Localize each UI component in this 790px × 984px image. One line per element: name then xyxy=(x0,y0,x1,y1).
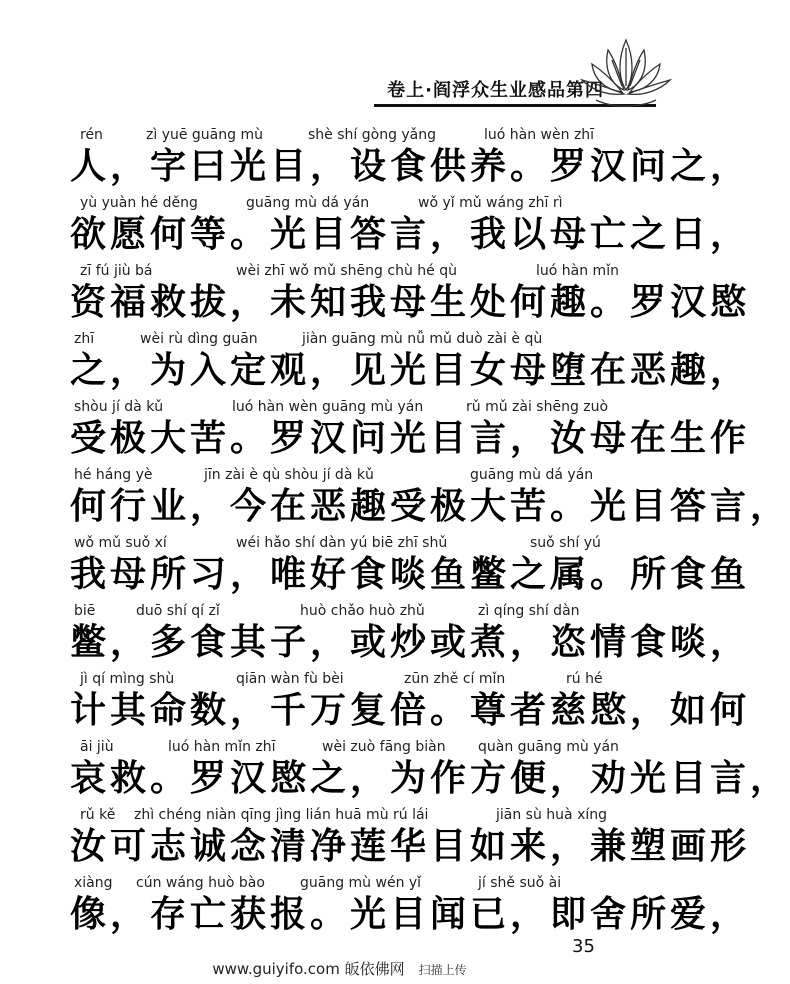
pinyin-group: hé háng yè xyxy=(74,467,153,483)
text-line xyxy=(0,601,751,669)
text-line xyxy=(0,397,751,465)
pinyin-group: wéi hǎo shí dàn yú biē zhī shǔ xyxy=(236,535,448,551)
footer-site: www.guiyifo.com 皈依佛网 xyxy=(212,960,405,978)
chapter-title: 卷上·阎浮众生业感品第四 xyxy=(387,80,604,101)
pinyin-group: wǒ mǔ suǒ xí xyxy=(74,535,167,551)
text-line xyxy=(0,193,751,261)
pinyin-group: rú hé xyxy=(566,671,603,687)
pinyin-group: guāng mù dá yán xyxy=(470,467,594,483)
pinyin-group: xiàng xyxy=(74,875,113,891)
pinyin-group: rén xyxy=(80,127,103,143)
pinyin-group: qiān wàn fù bèi xyxy=(236,671,344,687)
hanzi-line: 资福救拔，未知我母生处何趣。罗汉愍 xyxy=(70,282,751,323)
text-line xyxy=(0,329,751,397)
pinyin-group: cún wáng huò bào xyxy=(136,875,265,891)
text-line xyxy=(0,533,751,601)
pinyin-group: āi jiù xyxy=(80,739,114,755)
pinyin-group: jīn zài è qù shòu jí dà kǔ xyxy=(204,467,374,483)
pinyin-group: quàn guāng mù yán xyxy=(478,739,619,755)
pinyin-group: rǔ kě xyxy=(80,807,116,823)
pinyin-group: jiàn guāng mù nǚ mǔ duò zài è qù xyxy=(302,331,543,347)
pinyin-group: yù yuàn hé děng xyxy=(80,195,198,211)
pinyin-group: zūn zhě cí mǐn xyxy=(404,671,506,687)
hanzi-line: 何行业，今在恶趣受极大苦。光目答言， xyxy=(70,486,790,527)
pinyin-group: wèi zhī wǒ mǔ shēng chù hé qù xyxy=(236,263,457,279)
hanzi-line: 计其命数，千万复倍。尊者慈愍，如何 xyxy=(70,690,751,731)
pinyin-group: huò chǎo huò zhǔ xyxy=(300,603,425,619)
text-line xyxy=(0,873,751,941)
pinyin-group: rǔ mǔ zài shēng zuò xyxy=(466,399,609,415)
hanzi-line: 汝可志诚念清净莲华目如来，兼塑画形 xyxy=(70,826,751,867)
text-line xyxy=(0,465,790,533)
text-line xyxy=(0,261,751,329)
pinyin-group: jì qí mìng shù xyxy=(80,671,175,687)
page-header xyxy=(0,0,679,125)
text-line xyxy=(0,669,751,737)
hanzi-line: 欲愿何等。光目答言，我以母亡之日， xyxy=(70,214,751,255)
footer-upload-note: 扫描上传 xyxy=(418,963,467,977)
lotus-icon xyxy=(578,28,674,110)
pinyin-group: jiān sù huà xíng xyxy=(496,807,608,823)
hanzi-line: 鳖，多食其子，或炒或煮，恣情食啖， xyxy=(70,622,751,663)
pinyin-group: luó hàn wèn guāng mù yán xyxy=(232,399,424,415)
pinyin-group: zhī xyxy=(74,331,95,347)
text-line xyxy=(0,125,751,193)
pinyin-group: luó hàn wèn zhī xyxy=(484,127,595,143)
pinyin-group: duō shí qí zǐ xyxy=(136,603,220,619)
scripture-text xyxy=(0,125,790,941)
hanzi-line: 像，存亡获报。光目闻已，即舍所爱， xyxy=(70,894,751,935)
pinyin-group: jí shě suǒ ài xyxy=(478,875,562,891)
pinyin-group: shè shí gòng yǎng xyxy=(308,127,437,143)
hanzi-line: 哀救。罗汉愍之，为作方便，劝光目言， xyxy=(70,758,790,799)
hanzi-line: 我母所习，唯好食啖鱼鳖之属。所食鱼 xyxy=(70,554,751,595)
pinyin-group: suǒ shí yú xyxy=(530,535,601,551)
hanzi-line: 受极大苦。罗汉问光目言，汝母在生作 xyxy=(70,418,751,459)
text-line xyxy=(0,737,790,805)
pinyin-group: zhì chéng niàn qīng jìng lián huā mù rú lái xyxy=(134,807,429,823)
pinyin-group: biē xyxy=(74,603,96,619)
pinyin-group: zì qíng shí dàn xyxy=(478,603,580,619)
pinyin-group: wèi rù dìng guān xyxy=(140,331,258,347)
text-line xyxy=(0,805,751,873)
pinyin-group: zì yuē guāng mù xyxy=(146,127,263,143)
footer xyxy=(0,958,679,979)
pinyin-group: wǒ yǐ mǔ wáng zhī rì xyxy=(418,195,563,211)
hanzi-line: 之，为入定观，见光目女母堕在恶趣， xyxy=(70,350,751,391)
pinyin-group: luó hàn mǐn xyxy=(536,263,619,279)
pinyin-group: wèi zuò fāng biàn xyxy=(322,739,446,755)
hanzi-line: 人，字曰光目，设食供养。罗汉问之， xyxy=(70,146,751,187)
pinyin-group: guāng mù wén yǐ xyxy=(300,875,422,891)
page-number: 35 xyxy=(572,936,595,957)
pinyin-group: luó hàn mǐn zhī xyxy=(168,739,276,755)
pinyin-group: zī fú jiù bá xyxy=(80,263,153,279)
pinyin-group: shòu jí dà kǔ xyxy=(74,399,164,415)
pinyin-group: guāng mù dá yán xyxy=(246,195,370,211)
